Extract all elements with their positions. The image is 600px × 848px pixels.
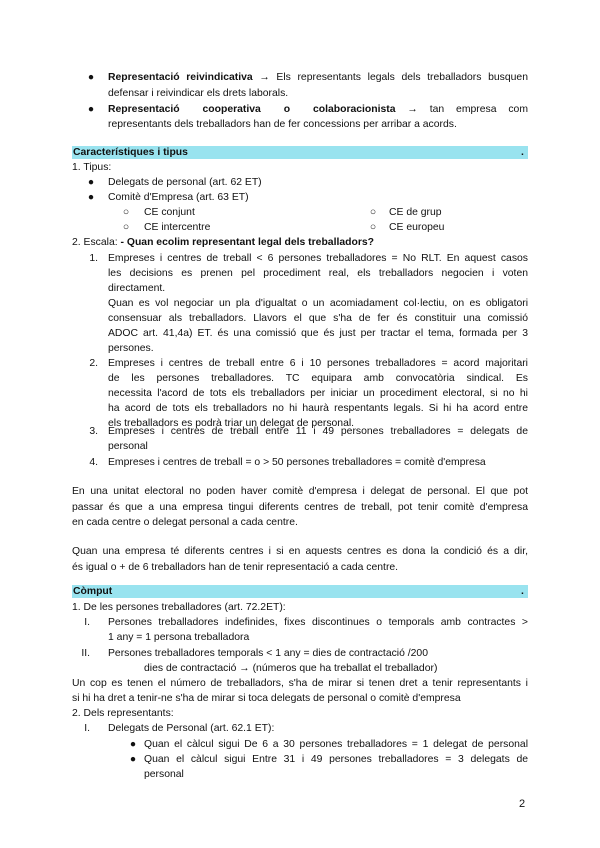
section-header-comput — [72, 585, 528, 598]
circle-bullet-icon: ○ — [122, 222, 130, 233]
bullet-icon: ● — [87, 104, 95, 115]
escala-heading: 2. Escala: - Quan ecolim representant legal dels treballadors? — [72, 237, 375, 248]
list-number: 3. — [89, 426, 98, 437]
bullet-icon: ● — [129, 739, 137, 750]
delegat-bullet-line: personal — [144, 769, 184, 780]
delegat-bullet-line: Quan el càlcul sigui De 6 a 30 persones treballadores = 1 delegat de personal — [144, 739, 528, 750]
paragraph-line: Un cop es tenen el número de treballadors, s'ha de mirar si tenen dret a tenir representants i — [72, 678, 528, 689]
escala-4-line: Empreses i centres de treball = o > 50 persones treballadores = comitè d'empresa — [108, 457, 486, 468]
comput-p2-label: 2. Dels representants: — [72, 708, 174, 719]
escala-3-line: personal — [108, 441, 148, 452]
escala-1-line: persones. — [108, 343, 154, 354]
paragraph-line: en cada centre o delegat personal a cada centre. — [72, 517, 298, 528]
bullet-icon: ● — [87, 177, 95, 188]
circle-bullet-icon: ○ — [369, 222, 377, 233]
tipus-label: 1. Tipus: — [72, 162, 112, 173]
comput-item-line: 1 any = 1 persona treballadora — [108, 632, 250, 643]
list-number: 4. — [89, 457, 98, 468]
escala-2-line: Empreses i centres de treball entre 6 i 10 persones treballadores = acord majoritari — [108, 358, 528, 369]
roman-number: I. — [84, 723, 90, 734]
escala-1-line: ADOC art. 41,4a) ET. és una comissió que és just per tractar el tema, formada per 3 — [108, 328, 528, 339]
section-title-dot: . — [521, 147, 524, 158]
section-title: Còmput — [73, 586, 113, 597]
roman-number: I. — [84, 617, 90, 628]
circle-bullet-icon: ○ — [369, 207, 377, 218]
circle-bullet-icon: ○ — [122, 207, 130, 218]
paragraph-line: és igual o + de 6 treballadors han de tenir representació a cada centre. — [72, 562, 399, 573]
ce-type: CE conjunt — [144, 207, 195, 218]
paragraph-line: si hi ha dret a tenir-ne s'ha de mirar si toca delegats de personal o comitè d'empresa — [72, 693, 461, 704]
comput-item-line: Delegats de Personal (art. 62.1 ET): — [108, 723, 275, 734]
intro-bullet-2-line2: representants dels treballadors han de fer concessions per arribar a acords. — [108, 119, 457, 130]
escala-3-line: Empreses i centres de treball entre 11 i 49 persones treballadores = delegats de — [108, 426, 528, 437]
comput-item-line: Persones treballadores temporals < 1 any = dies de contractació /200 — [108, 648, 428, 659]
delegat-bullet-line: Quan el càlcul sigui Entre 31 i 49 persones treballadores = 3 delegats de — [144, 754, 528, 765]
escala-2-line: els treballadors es podrà triar un delegat de personal. — [108, 418, 355, 429]
escala-1-line: directament. — [108, 283, 166, 294]
section-title: Característiques i tipus — [73, 147, 188, 158]
bullet-icon: ● — [129, 754, 137, 765]
paragraph-line: Quan una empresa té diferents centres i si en aquests centres es dona la condició és a dir, — [72, 546, 528, 557]
comput-p1-label: 1. De les persones treballadores (art. 72.2ET): — [72, 602, 286, 613]
escala-1-line: consensuar als treballadors. Llavors el que s'ha de fer és constituir una comissió — [108, 313, 528, 324]
roman-number: II. — [81, 648, 90, 659]
section-title-dot: . — [521, 586, 524, 597]
list-number: 2. — [89, 358, 98, 369]
escala-1-line: Empreses i centres de treball < 6 persones treballadores = No RLT. En aquest casos — [108, 253, 528, 264]
comput-item-extra: dies de contractació → (números que ha treballat el treballador) — [144, 663, 438, 674]
escala-1-line: les decisions es prenen pel procediment real, els treballadors negocien i voten — [108, 268, 528, 279]
list-number: 1. — [89, 253, 98, 264]
intro-bullet-1-line2: defensar i reivindicar els drets laborals. — [108, 88, 289, 99]
escala-2-line: necessita l'acord de tots els treballadors per iniciar un procediment electoral, si no hi — [108, 388, 528, 399]
escala-1-line: Quan es vol negociar un pla d'igualtat o un acomiadament col·lectiu, on es obligatori — [108, 298, 528, 309]
tipus-item: Delegats de personal (art. 62 ET) — [108, 177, 262, 188]
paragraph-line: En una unitat electoral no poden haver comitè d'empresa i delegat de personal. El que pot — [72, 486, 528, 497]
ce-type: CE intercentre — [144, 222, 211, 233]
intro-bullet-2-line1: Representació cooperativa o colaboracionista → tan empresa com — [108, 104, 528, 115]
ce-type: CE de grup — [389, 207, 442, 218]
intro-bullet-1-line1: Representació reivindicativa → Els representants legals dels treballadors busquen — [108, 72, 528, 83]
tipus-item: Comitè d'Empresa (art. 63 ET) — [108, 192, 249, 203]
page-number: 2 — [519, 798, 526, 810]
bullet-icon: ● — [87, 192, 95, 203]
bullet-icon: ● — [87, 72, 95, 83]
comput-item-line: Persones treballadores indefinides, fixes discontinues o temporals amb contractes > — [108, 617, 528, 628]
ce-type: CE europeu — [389, 222, 445, 233]
paragraph-line: passar és que a una empresa tingui diferents centres de treball, pot tenir comitè d'empresa — [72, 502, 528, 513]
escala-2-line: de les persones treballadores. TC equipara amb convocatòria sindical. Es — [108, 373, 528, 384]
escala-2-line: ha acord de tots els treballadors no hi haurà respentants legals. Si hi ha acord entre — [108, 403, 528, 414]
